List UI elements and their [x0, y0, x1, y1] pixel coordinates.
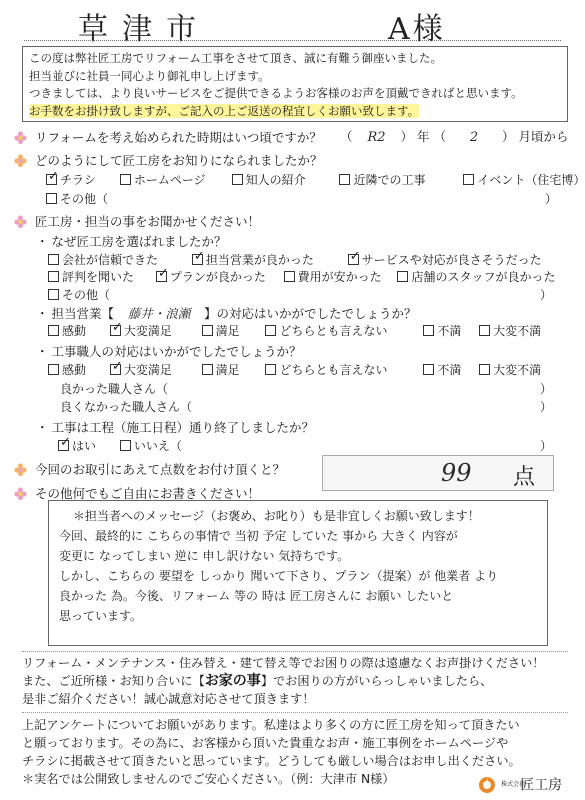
- why-text: なぜ匠工房を選ばれましたか？: [51, 234, 227, 249]
- footer-line: リフォーム・メンテナンス・住み替え・建て替え等でお困りの際は遠慮なくお声掛けください！: [22, 656, 545, 670]
- footer-contact: [22, 654, 544, 708]
- checkbox[interactable]: [46, 193, 57, 204]
- intro-line: 担当並びに社員一同心より御礼申し上げます。: [29, 68, 270, 83]
- q2-option[interactable]: [232, 171, 336, 188]
- q2-text: どのようにして匠工房をお知りになられましたか？: [34, 153, 323, 168]
- checkbox[interactable]: [58, 440, 69, 451]
- checkbox[interactable]: [120, 174, 131, 185]
- paren-close: ）: [540, 288, 553, 302]
- bad-craftsman-label: 良くなかった職人さん（: [60, 400, 193, 414]
- craft-text: 工事職人の対応はいかがでしたでしょうか？: [51, 344, 302, 359]
- checkbox[interactable]: [463, 174, 474, 185]
- bullet: ・: [36, 420, 49, 435]
- sales-option[interactable]: [265, 322, 419, 339]
- sales-question: [36, 304, 417, 322]
- footer-keyword: お家の事: [204, 673, 261, 689]
- paren-close: ）: [545, 192, 558, 206]
- q1-text: リフォームを考え始められた時期はいつ頃ですか？: [34, 130, 322, 145]
- checkbox[interactable]: [192, 254, 203, 265]
- craft-question: [36, 342, 302, 360]
- checkbox[interactable]: [48, 325, 59, 336]
- option-label: いいえ（: [133, 439, 182, 453]
- checkbox[interactable]: [48, 254, 59, 265]
- option-label: チラシ: [60, 173, 97, 187]
- bullet: ・: [36, 234, 49, 249]
- checkbox[interactable]: [48, 271, 59, 282]
- q3-opinion: [14, 212, 260, 230]
- q4-score: [14, 460, 285, 478]
- comment-line: 良かった 為。今後、リフォーム 等の 時は 匠工房さんに お願い したいと: [59, 589, 454, 603]
- why-option[interactable]: [156, 268, 280, 285]
- checkbox[interactable]: [156, 271, 167, 282]
- option-label: はい: [72, 439, 97, 453]
- q1-period: [14, 128, 322, 146]
- sales-option[interactable]: [479, 322, 541, 339]
- score-box[interactable]: [322, 455, 554, 491]
- intro-box: [22, 46, 568, 122]
- intro-line: この度は弊社匠工房でリフォーム工事をさせて頂き、誠に有難う御座いました。: [29, 51, 442, 65]
- score-value[interactable]: 99: [441, 459, 472, 487]
- footer-line: ＊実名では公開致しませんのでご安心ください。（例：大津市 N様）: [22, 772, 395, 786]
- footer-line: [22, 672, 544, 690]
- footer-text: また、ご近所様・お知り合いに【: [22, 674, 205, 688]
- schedule-option[interactable]: [58, 437, 116, 454]
- why-option[interactable]: [284, 268, 394, 285]
- checkbox[interactable]: [348, 254, 359, 265]
- form-header: [0, 0, 585, 47]
- option-label: 不満: [437, 363, 462, 377]
- sales-suffix: 】の対応はいかがでしたでしょうか？: [204, 306, 417, 321]
- option-label: 感動: [62, 363, 87, 377]
- flower-icon: [14, 215, 27, 228]
- checkbox[interactable]: [202, 364, 213, 375]
- footer-rule: [22, 712, 568, 713]
- footer-request: [22, 716, 526, 788]
- craft-option[interactable]: [110, 361, 198, 378]
- checkbox[interactable]: [265, 325, 276, 336]
- q2-option[interactable]: [120, 171, 228, 188]
- option-label: その他（: [62, 288, 111, 302]
- q3-text: 匠工房・担当の事をお聞かせください！: [34, 214, 260, 229]
- checkbox[interactable]: [48, 364, 59, 375]
- why-option[interactable]: [192, 251, 344, 268]
- sales-option[interactable]: [48, 322, 106, 339]
- why-option[interactable]: [48, 268, 152, 285]
- flower-icon: [14, 154, 27, 167]
- checkbox[interactable]: [120, 440, 131, 451]
- comment-line: 変更に なってしまい 逆に 申し訳けない 気持ちです。: [59, 549, 350, 563]
- checkbox[interactable]: [232, 174, 243, 185]
- sales-option[interactable]: [110, 322, 198, 339]
- company-type: 株式会社: [501, 781, 526, 788]
- paren: ）: [501, 129, 515, 144]
- sales-person-name[interactable]: 藤井・浪瀬: [127, 306, 191, 321]
- craft-option[interactable]: [202, 361, 262, 378]
- checkbox[interactable]: [423, 325, 434, 336]
- bullet: ・: [36, 344, 49, 359]
- craft-options: [48, 361, 541, 378]
- option-label: 不満: [437, 324, 462, 338]
- comment-box[interactable]: [48, 500, 548, 646]
- option-label: 感動: [62, 324, 87, 338]
- schedule-question: [36, 418, 314, 436]
- checkbox[interactable]: [397, 271, 408, 282]
- craft-option[interactable]: [48, 361, 106, 378]
- option-label: サービスや対応が良さそうだった: [361, 253, 542, 267]
- option-label: 店舗のスタッフが良かった: [411, 270, 556, 284]
- option-label: 近隣での工事: [353, 173, 426, 187]
- checkbox[interactable]: [423, 364, 434, 375]
- month-unit: 月頃から: [518, 129, 569, 144]
- good-craftsman-label: 良かった職人さん（: [60, 382, 169, 396]
- option-label: どちらとも言えない: [279, 324, 388, 338]
- option-label: 大変不満: [493, 324, 542, 338]
- q4-text: 今回のお取引にあえて点数をお付け頂くと？: [34, 462, 285, 477]
- option-label: 大変満足: [123, 363, 172, 377]
- score-unit: 点: [513, 465, 536, 490]
- option-label: 費用が安かった: [297, 270, 382, 284]
- footer-text: 】でお困りの方がいらっしゃいましたら、: [260, 674, 493, 688]
- q5-text: その他何でもご自由にお書きください！: [34, 486, 260, 501]
- q2-source: [14, 151, 323, 169]
- why-row-2: [48, 268, 556, 285]
- option-label: 担当営業が良かった: [205, 253, 314, 267]
- comment-line: 思っています。: [59, 609, 143, 623]
- checkbox[interactable]: [479, 364, 490, 375]
- flower-icon: [14, 463, 27, 476]
- checkbox[interactable]: [284, 271, 295, 282]
- company-name: 匠工房: [520, 777, 563, 794]
- paren: ）: [400, 129, 413, 144]
- customer-city: 草津市: [78, 12, 210, 47]
- option-label: どちらとも言えない: [279, 363, 388, 377]
- craft-option[interactable]: [479, 361, 541, 378]
- checkbox[interactable]: [479, 325, 490, 336]
- paren-close: ）: [540, 439, 553, 453]
- bullet: ・: [36, 306, 49, 321]
- paren: （: [340, 129, 353, 144]
- q2-option[interactable]: [339, 171, 459, 188]
- option-label: 大変不満: [493, 363, 542, 377]
- q1-year-value[interactable]: R2: [367, 130, 386, 145]
- footer-line: と願っております。その為に、お客様から頂いた貴重なお声・施工事例をホームページや: [22, 736, 509, 750]
- q1-month-value[interactable]: 2: [469, 130, 479, 145]
- schedule-options: [58, 437, 182, 454]
- intro-line: つきましては、より良いサービスをご提供できるようお客様のお声を頂戴できればと思います。: [29, 86, 523, 100]
- why-option[interactable]: [397, 268, 555, 285]
- footer-line: チラシに掲載させて頂きたいと思っています。どうしても厳しい場合はお申し出ください。: [22, 754, 521, 768]
- option-label: その他（: [60, 192, 109, 206]
- checkbox[interactable]: [110, 325, 121, 336]
- q2-option[interactable]: [46, 171, 116, 188]
- comment-box-heading: ＊担当者へのメッセージ（お褒め、お叱り）も是非宜しくお願い致します！: [73, 509, 480, 523]
- intro-highlight-line: お手数をお掛け致しますが、ご記入の上ご返送の程宜しくお願い致します。: [29, 103, 420, 118]
- paren-close: ）: [540, 400, 553, 414]
- company-logo: [478, 774, 562, 796]
- why-option[interactable]: [348, 251, 542, 268]
- option-label: 会社が信頼できた: [62, 253, 159, 267]
- option-label: 知人の紹介: [245, 173, 306, 187]
- checkbox[interactable]: [202, 325, 213, 336]
- option-label: 大変満足: [123, 324, 172, 338]
- option-label: 評判を聞いた: [62, 270, 135, 284]
- why-row-1: [48, 251, 542, 268]
- flower-icon: [14, 487, 27, 500]
- option-label: 満足: [215, 324, 240, 338]
- comment-line: しかし、こちらの 要望を しっかり 聞いて下さり、プラン（提案）が 他業者 より: [59, 569, 499, 583]
- year-unit: 年: [416, 129, 430, 144]
- checkbox[interactable]: [48, 289, 59, 300]
- q2-other[interactable]: [46, 190, 108, 207]
- why-other[interactable]: [48, 286, 110, 303]
- checkbox[interactable]: [46, 174, 57, 185]
- q2-option[interactable]: [463, 171, 585, 188]
- craft-option[interactable]: [423, 361, 475, 378]
- q2-options: [46, 171, 585, 188]
- sales-option[interactable]: [423, 322, 475, 339]
- paren: （: [433, 129, 446, 144]
- schedule-option[interactable]: [120, 437, 182, 454]
- sales-option[interactable]: [202, 322, 262, 339]
- checkbox[interactable]: [339, 174, 350, 185]
- checkbox[interactable]: [110, 364, 121, 375]
- customer-name: A様: [388, 12, 446, 47]
- sales-prefix: 担当営業【: [51, 306, 115, 321]
- why-question: [36, 232, 227, 250]
- option-label: イベント（住宅博）: [477, 173, 585, 187]
- company-logo-icon: [478, 776, 496, 794]
- sales-options: [48, 322, 541, 339]
- craft-option[interactable]: [265, 361, 419, 378]
- schedule-text: 工事は工程（施工日程）通り終了しましたか？: [51, 420, 315, 435]
- comment-line: 今回、最終的に こちらの事情で 当初 予定 していた 事から 大きく 内容が: [59, 529, 458, 543]
- flower-icon: [14, 131, 27, 144]
- paren-close: ）: [540, 382, 553, 396]
- footer-line: 是非ご紹介ください！誠心誠意対応させて頂きます！: [22, 692, 315, 706]
- footer-rule: [22, 651, 568, 652]
- header-rule: [24, 40, 561, 41]
- checkbox[interactable]: [265, 364, 276, 375]
- good-craftsman-field[interactable]: [60, 380, 168, 397]
- q1-answer: [340, 127, 568, 145]
- option-label: 満足: [215, 363, 240, 377]
- option-label: ホームページ: [133, 173, 206, 187]
- bad-craftsman-field[interactable]: [60, 398, 192, 415]
- footer-line: 上記アンケートについてお願いがあります。私達はより多くの方に匠工房を知って頂きたい: [22, 718, 520, 732]
- option-label: プランが良かった: [169, 270, 266, 284]
